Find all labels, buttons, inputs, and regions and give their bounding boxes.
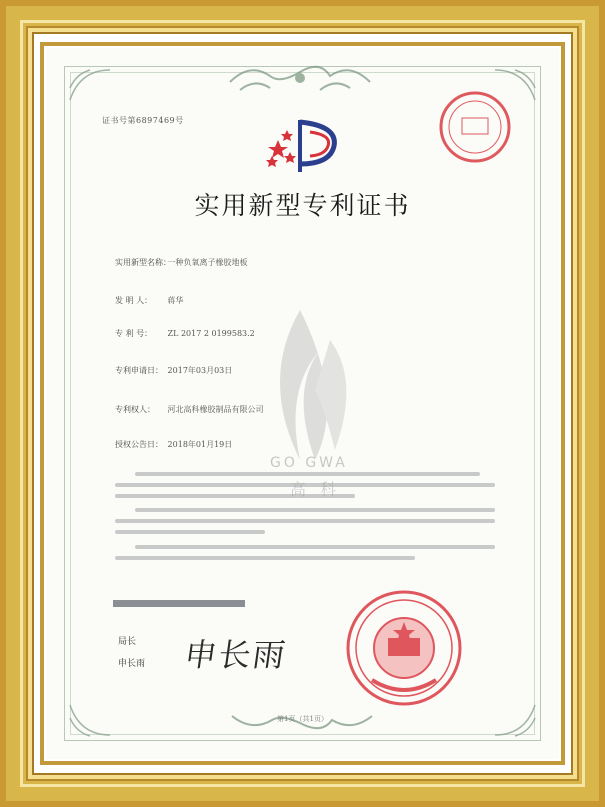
field-label: 发 明 人：: [115, 296, 153, 305]
body-line: [135, 545, 495, 549]
page-number: 第1页（共1页）: [277, 715, 328, 723]
field-value: ZL 2017 2 0199583.2: [167, 329, 255, 338]
field-grant-date: [115, 439, 232, 450]
body-line: [135, 508, 495, 512]
signature-label-title: 局长: [118, 637, 137, 647]
field-patentee: [115, 404, 264, 415]
top-right-stamp: [441, 93, 509, 161]
field-label: 专利权人：: [115, 405, 155, 414]
field-patent-number: [115, 328, 255, 339]
field-value: 一种负氧离子橡胶地板: [167, 258, 248, 267]
body-line: [115, 530, 265, 534]
field-value: 蒋华: [167, 296, 184, 305]
field-value: 2017年03月03日: [167, 366, 233, 375]
certificate-title: 实用新型专利证书: [194, 191, 411, 220]
watermark-chinese: 高科: [290, 480, 351, 499]
field-label: 实用新型名称：: [115, 258, 171, 267]
official-seal: [348, 592, 460, 704]
field-utility-model-name: [115, 257, 248, 268]
corner-ornaments: [70, 70, 535, 736]
field-label: 专 利 号：: [115, 329, 153, 338]
body-line: [115, 519, 495, 523]
field-label: 授权公告日：: [115, 440, 163, 449]
field-label: 专利申请日：: [115, 366, 163, 375]
field-value: 河北高科橡胶制品有限公司: [167, 405, 264, 414]
signature-label-name: 申长雨: [118, 659, 146, 669]
watermark-flame: [280, 310, 346, 460]
director-signature: 申长雨: [182, 636, 290, 674]
patent-office-logo: [266, 120, 334, 172]
redacted-bar: [113, 600, 245, 607]
certificate-number: 证书号第6897469号: [102, 116, 184, 125]
field-application-date: [115, 365, 232, 376]
top-ornament: [230, 67, 370, 90]
field-value: 2018年01月19日: [167, 440, 233, 449]
watermark-latin: GO GWA: [270, 455, 348, 471]
body-line: [135, 472, 480, 476]
body-line: [115, 556, 415, 560]
field-inventor: [115, 295, 184, 306]
